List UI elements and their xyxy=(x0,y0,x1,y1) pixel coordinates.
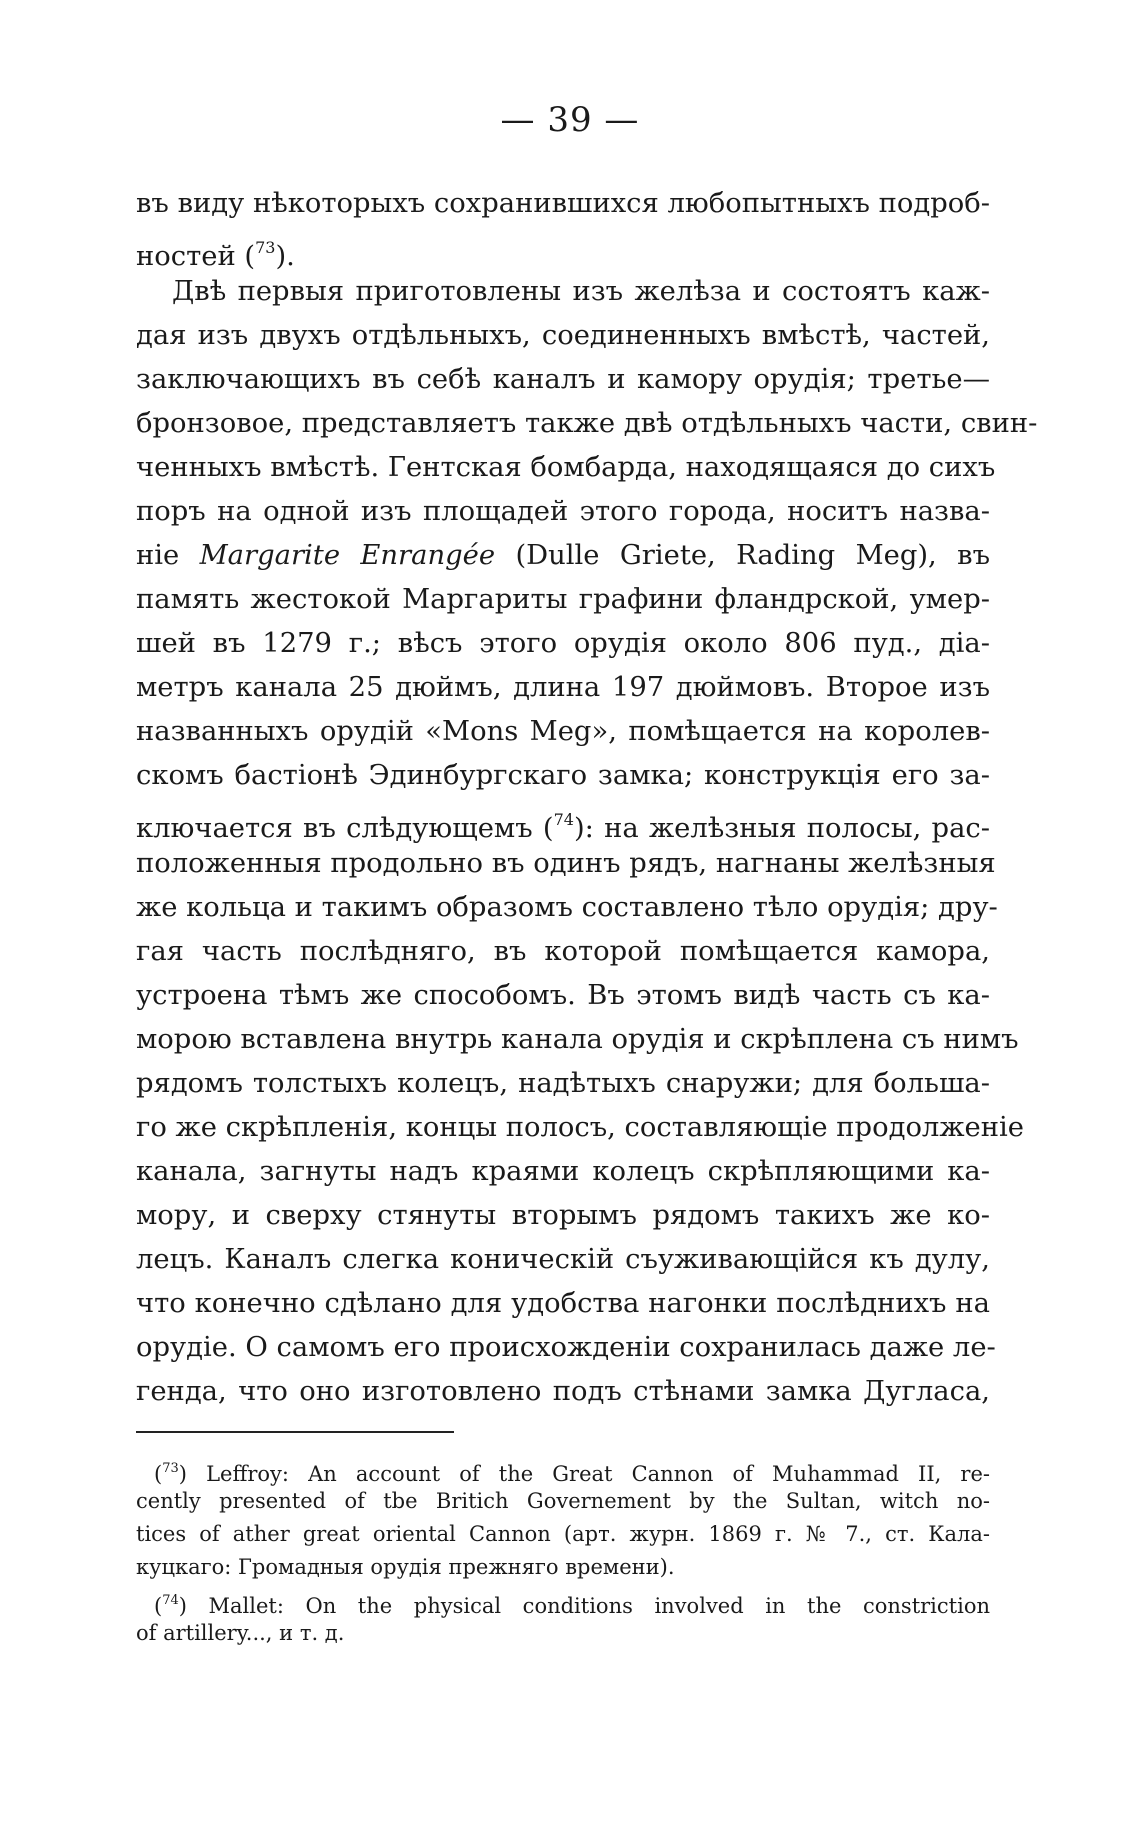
text-line: дая изъ двухъ отдѣльныхъ, соединенныхъ вмѣстѣ, частей, xyxy=(136,320,990,351)
text-line: рядомъ толстыхъ колецъ, надѣтыхъ снаружи; для большa- xyxy=(136,1068,990,1099)
text-fragment: ностей ( xyxy=(136,241,256,272)
footnote-line: cently presented of tbe Britich Governement by the Sultan, witch no- xyxy=(136,1489,990,1513)
text-line: заключающихъ въ себѣ каналъ и камору орудія; третье— xyxy=(136,364,990,395)
text-line: скомъ бастіонѣ Эдинбургскаго замка; конструкція его за- xyxy=(136,760,990,791)
text-line: что конечно сдѣлано для удобства нагонки послѣднихъ на xyxy=(136,1288,990,1319)
footnote-line: of artillery..., и т. д. xyxy=(136,1621,345,1645)
text-line xyxy=(136,798,990,842)
page-number: — 39 — xyxy=(500,100,640,140)
footnote-ref[interactable]: 73 xyxy=(255,238,276,257)
italic-title: Margarite Enrangée xyxy=(199,540,496,571)
text-line: положенныя продольно въ одинъ рядъ, нагнаны желѣзныя xyxy=(136,848,996,879)
text-fragment: ) Mallet: On the physical conditions involved in the constriction xyxy=(178,1594,990,1618)
text-line: поръ на одной изъ площадей этого города, носитъ назва- xyxy=(136,496,990,527)
text-line: генда, что оно изготовлено подъ стѣнами замка Дугласа, xyxy=(136,1376,990,1407)
text-fragment: (Dulle Griete, Rading Meg), въ xyxy=(495,540,991,571)
footnote-ref[interactable]: 74 xyxy=(553,810,574,829)
text-fragment: ( xyxy=(154,1594,163,1618)
text-line: лецъ. Каналъ слегка коническій съуживающійся къ дулу, xyxy=(136,1244,990,1275)
text-line: устроена тѣмъ же способомъ. Въ этомъ видѣ часть съ ка- xyxy=(136,980,990,1011)
footnote-marker: 73 xyxy=(162,1461,179,1476)
text-fragment: ключается въ слѣдующемъ ( xyxy=(136,813,554,844)
text-line: гая часть послѣдняго, въ которой помѣщается камора, xyxy=(136,936,990,967)
text-line: память жестокой Маргариты графини фландрской, умер- xyxy=(136,584,990,615)
text-fragment: ніе xyxy=(136,540,200,571)
text-line: шей въ 1279 г.; вѣсъ этого орудія около 806 пуд., діа- xyxy=(136,628,990,659)
text-line: орудіе. О самомъ его происхожденіи сохранилась даже ле- xyxy=(136,1332,996,1363)
text-line: въ виду нѣкоторыхъ сохранившихся любопытныхъ подроб- xyxy=(136,188,990,219)
text-line: го же скрѣпленія, концы полосъ, составляющіе продолженіе xyxy=(136,1112,1024,1143)
text-line xyxy=(136,534,990,578)
main-text xyxy=(136,182,1038,1414)
text-line: бронзовое, представляетъ также двѣ отдѣльныхъ части, свин- xyxy=(136,408,1038,439)
footnote-line: куцкаго: Громадныя орудія прежняго времени). xyxy=(136,1555,675,1579)
text-line: ченныхъ вмѣстѣ. Гентская бомбарда, находящаяся до сихъ xyxy=(136,452,996,483)
footnote-marker: 74 xyxy=(162,1593,179,1608)
text-fragment: ). xyxy=(275,241,295,272)
text-line: морою вставлена внутрь канала орудія и скрѣплена съ нимъ xyxy=(136,1024,1019,1055)
text-line: канала, загнуты надъ краями колецъ скрѣпляющими ка- xyxy=(136,1156,990,1187)
footnote-divider xyxy=(136,1431,454,1433)
text-line xyxy=(136,226,990,270)
footnotes xyxy=(136,1452,990,1650)
text-fragment: ) Leffroy: An account of the Great Cannon of Muhammad II, re- xyxy=(178,1462,990,1486)
text-line: Двѣ первыя приготовлены изъ желѣза и состоятъ каж- xyxy=(172,276,990,307)
text-fragment: ( xyxy=(154,1462,163,1486)
text-line: метръ канала 25 дюймъ, длина 197 дюймовъ. Второе изъ xyxy=(136,672,990,703)
text-line: же кольца и такимъ образомъ составлено тѣло орудія; дру- xyxy=(136,892,998,923)
text-line: названныхъ орудій «Mons Meg», помѣщается на королев- xyxy=(136,716,990,747)
footnote-74 xyxy=(136,1584,990,1617)
text-fragment: ): на желѣзныя полосы, рас- xyxy=(573,813,990,844)
footnote-73 xyxy=(136,1452,990,1485)
text-line: мору, и сверху стянуты вторымъ рядомъ такихъ же ко- xyxy=(136,1200,990,1231)
footnote-line: tices of ather great oriental Cannon (арт. журн. 1869 г. № 7., ст. Кала- xyxy=(136,1522,990,1546)
